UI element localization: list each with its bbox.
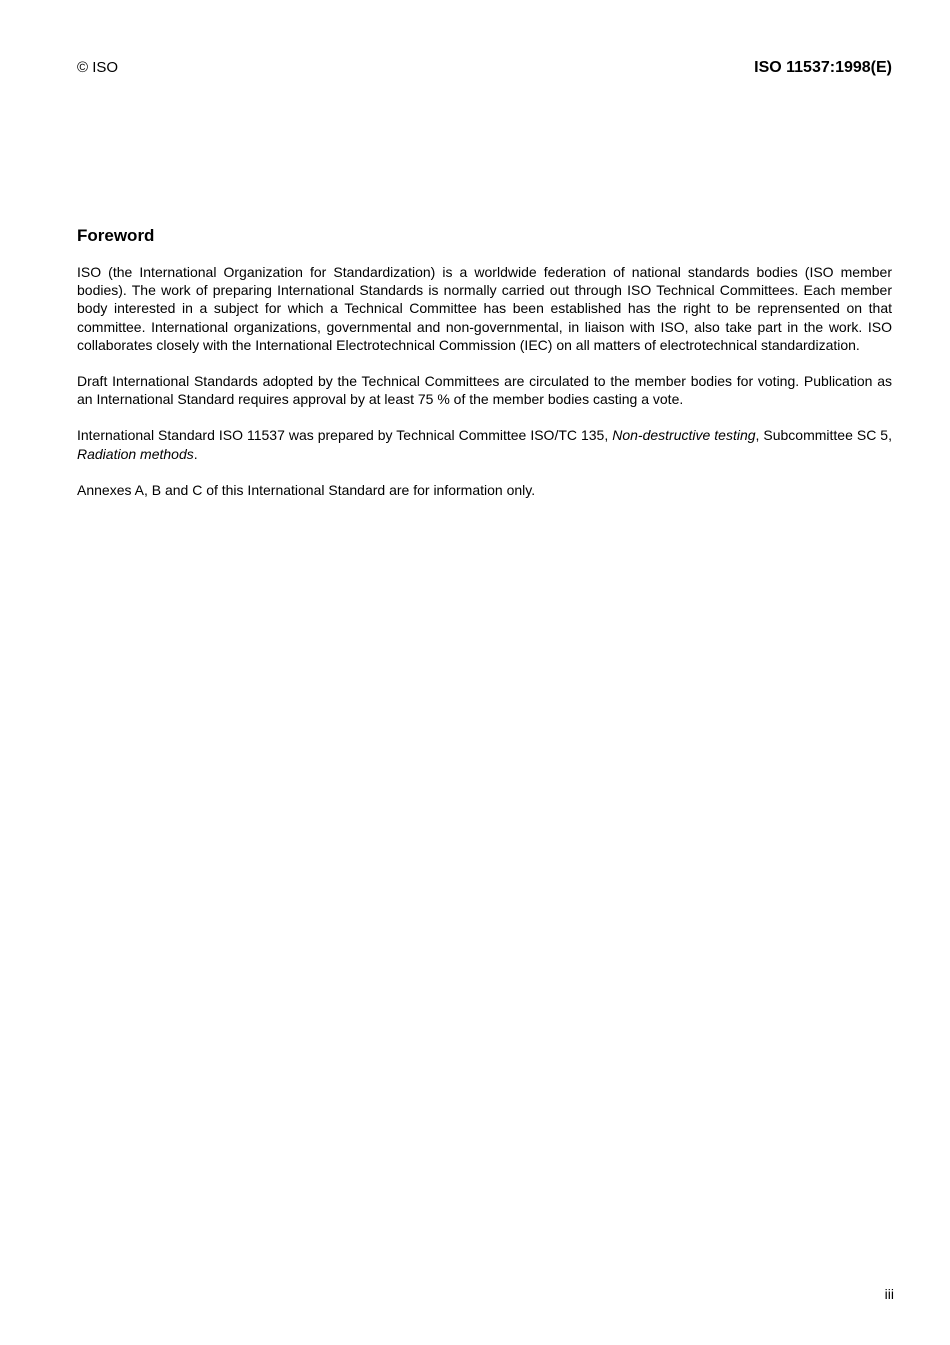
paragraph-annexes: Annexes A, B and C of this International Standard are for information only.: [77, 481, 536, 498]
prepared-by-text-3: .: [193, 445, 198, 462]
page-number: iii: [884, 1286, 894, 1302]
section-title: Foreword: [77, 226, 155, 245]
prepared-by-text-2: , Subcommittee SC 5,: [755, 427, 892, 444]
paragraph-prepared-by: [77, 426, 892, 462]
subcommittee-name: Radiation methods: [77, 445, 194, 462]
prepared-by-text-1: International Standard ISO 11537 was prepared by Technical Committee ISO/TC 135,: [77, 427, 613, 444]
document-identifier: ISO 11537:1998(E): [754, 59, 892, 76]
copyright-notice: © ISO: [77, 59, 119, 76]
paragraph-draft-standards: Draft International Standards adopted by the Technical Committees are circulated to the member bodies for voting. Publication as an International Standard requires approval by at least 75 % of the member bodies casting a vote.: [77, 373, 892, 408]
foreword-body: [77, 263, 892, 517]
paragraph-iso-description: ISO (the International Organization for Standardization) is a worldwide federation of national standards bodies (ISO member bodies). The work of preparing International Standards is normally carried out through ISO Technical Committees. Each member body interested in a subject for which a Technical Committee has been established has the right to be reprensented on that committee. International organizations, governmental and non-governmental, in liaison with ISO, also take part in the work. ISO collaborates closely with the International Electrotechnical Commission (IEC) on all matters of electrotechnical standardization.: [77, 264, 892, 353]
committee-name: Non-destructive testing: [612, 427, 756, 444]
